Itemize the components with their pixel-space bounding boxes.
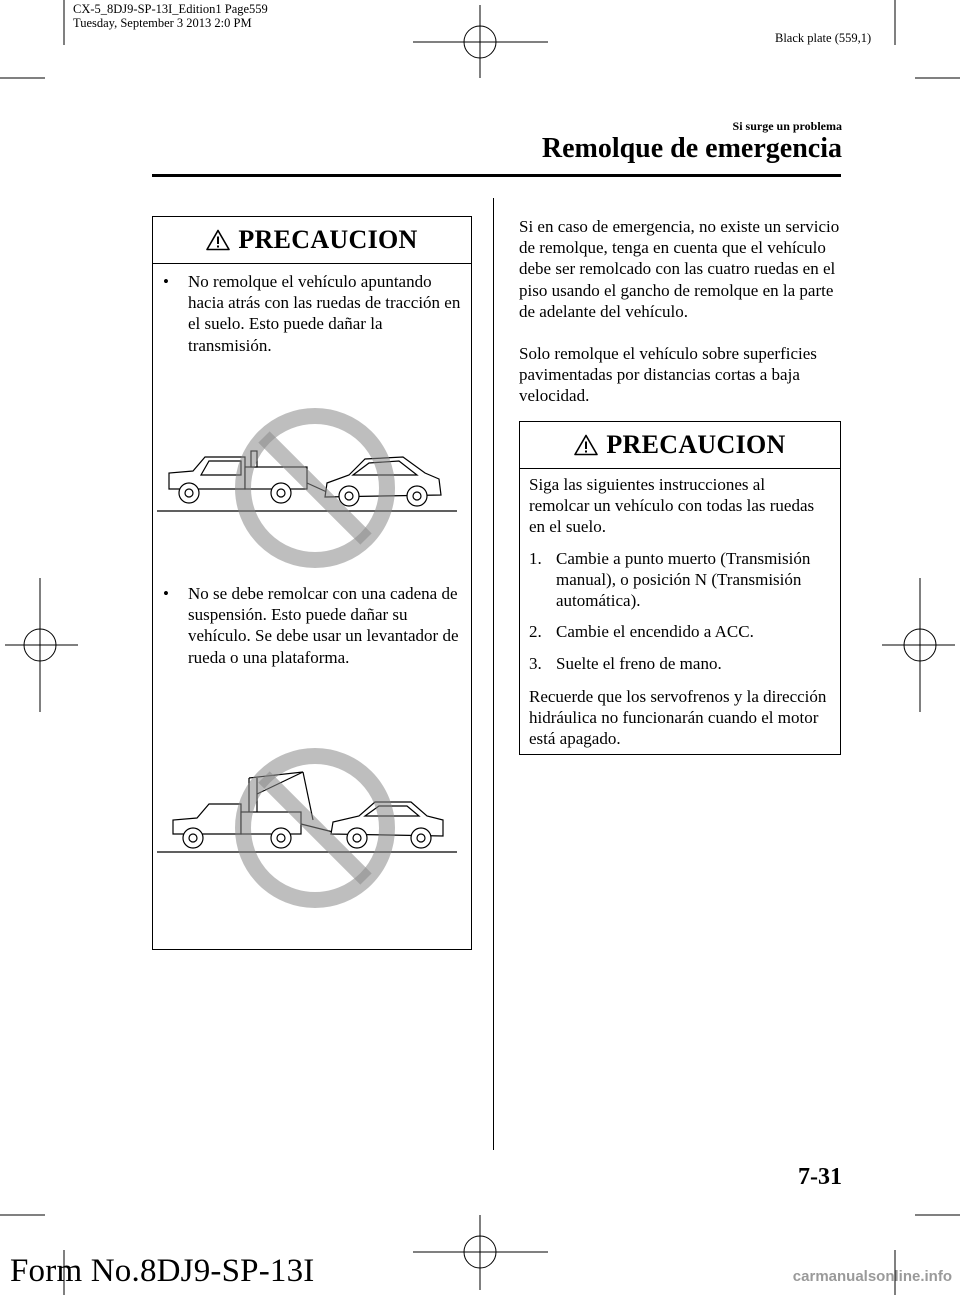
caution-closing: Recuerde que los servofrenos y la dirección hidráulica no funcionarán cuando el motor está apagado. [529,687,827,749]
file-info: CX-5_8DJ9-SP-13I_Edition1 Page559 [73,2,268,16]
print-date: Tuesday, September 3 2013 2:0 PM [73,16,252,30]
sling-tow-illustration [153,742,473,922]
bullet-text: No remolque el vehículo apuntando hacia atrás con las ruedas de tracción en el suelo. Esto puede dañar la transmisión. [188,272,461,355]
step-text: Cambie el encendido a ACC. [556,622,754,641]
bullet-text: No se debe remolcar con una cadena de suspensión. Esto puede dañar su vehículo. Se debe usar un levantador de rueda o una plataforma. [188,584,459,667]
caution-box-right [519,421,841,755]
section-subtitle: Si surge un problema [732,119,842,133]
caution-box-left [152,216,472,950]
caution-header [520,422,840,469]
watermark: carmanualsonline.info [792,1268,952,1285]
column-divider [493,198,494,1150]
header-rule [152,174,841,177]
step-text: Suelte el freno de mano. [556,654,722,673]
step-number: 2. [529,622,542,641]
warning-triangle-icon [206,229,230,251]
caution-title: PRECAUCION [238,225,418,254]
caution-bullet [163,271,463,356]
caution-step [529,653,833,674]
page-number: 7-31 [798,1164,842,1190]
intro-paragraph: Si en caso de emergencia, no existe un servicio de remolque, tenga en cuenta que el vehículo debe ser remolcado con las cuatro ruedas en el piso usando el gancho de remolque en la parte de adelante del vehículo. [519,217,840,321]
caution-step [529,621,833,642]
page-title: Remolque de emergencia [541,133,842,164]
tow-backwards-illustration [153,395,473,565]
intro-paragraph-2: Solo remolque el vehículo sobre superficies pavimentadas por distancias cortas a baja velocidad. [519,344,817,406]
caution-step [529,548,833,612]
plate-info: Black plate (559,1) [775,31,872,45]
caution-header [153,217,471,264]
warning-triangle-icon [574,434,598,456]
bullet-marker: • [163,584,169,603]
form-number: Form No.8DJ9-SP-13I [10,1253,315,1289]
bullet-marker: • [163,272,169,291]
caution-lead: Siga las siguientes instrucciones al remolcar un vehículo con todas las ruedas en el suelo. [529,475,815,537]
step-number: 1. [529,549,542,568]
step-text: Cambie a punto muerto (Transmisión manual), o posición N (Transmisión automática). [556,549,811,611]
step-number: 3. [529,654,542,673]
caution-title: PRECAUCION [606,430,786,459]
caution-bullet [163,583,463,668]
